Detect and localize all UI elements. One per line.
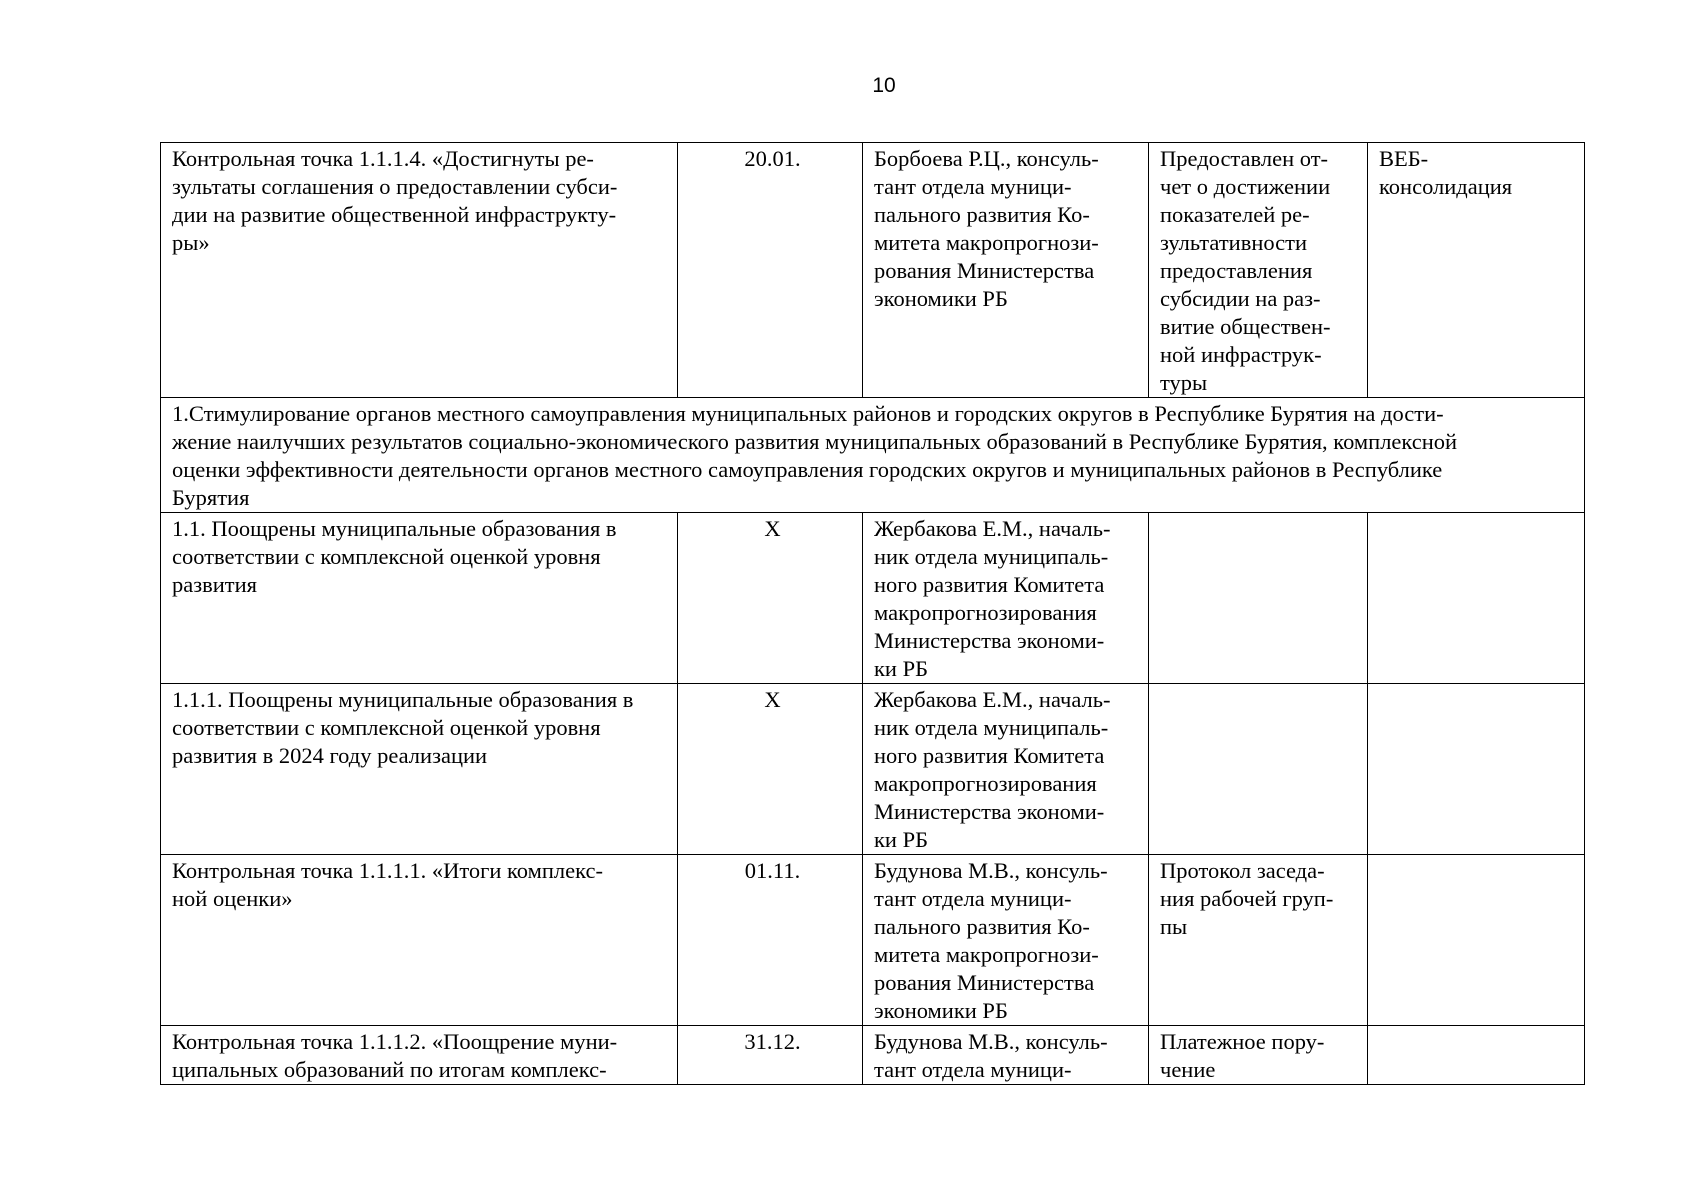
date-cell: 20.01. — [678, 143, 863, 398]
result-line: туры — [1160, 370, 1208, 395]
date-cell: 31.12. — [678, 1026, 863, 1085]
responsible-line: макропрогнозирования — [874, 600, 1097, 625]
result-cell — [1149, 143, 1368, 398]
responsible-line: тант отдела муници- — [874, 886, 1072, 911]
responsible-line: митета макропрогнози- — [874, 942, 1099, 967]
title-line: соответствии с комплексной оценкой уровня — [172, 544, 601, 569]
system-cell — [1368, 1026, 1585, 1085]
responsible-line: пального развития Ко- — [874, 202, 1090, 227]
responsible-cell — [863, 143, 1149, 398]
title-cell — [161, 855, 678, 1026]
responsible-line: ки РБ — [874, 827, 929, 852]
responsible-line: экономики РБ — [874, 998, 1008, 1023]
table-row — [161, 143, 1585, 398]
title-line: 1.1.1. Поощрены муниципальные образования в — [172, 687, 634, 712]
responsible-line: митета макропрогнози- — [874, 230, 1099, 255]
responsible-line: ного развития Комитета — [874, 743, 1105, 768]
system-cell — [1368, 684, 1585, 855]
system-line: ВЕБ- — [1379, 146, 1429, 171]
result-cell — [1149, 684, 1368, 855]
date-cell: Х — [678, 513, 863, 684]
result-cell — [1149, 855, 1368, 1026]
result-line: пы — [1160, 914, 1188, 939]
date-cell: Х — [678, 684, 863, 855]
result-line: чет о достижении — [1160, 174, 1331, 199]
section-heading-line: оценки эффективности деятельности органов местного самоуправления городских округов и муниципальных районов в Республике — [172, 457, 1443, 482]
responsible-line: Будунова М.В., консуль- — [874, 858, 1108, 883]
title-line: развития в 2024 году реализации — [172, 743, 488, 768]
date-cell: 01.11. — [678, 855, 863, 1026]
result-line: чение — [1160, 1057, 1216, 1082]
responsible-line: Жербакова Е.М., началь- — [874, 516, 1111, 541]
responsible-line: ник отдела муниципаль- — [874, 715, 1109, 740]
title-cell — [161, 1026, 678, 1085]
section-heading-line: Бурятия — [172, 485, 250, 510]
responsible-cell — [863, 855, 1149, 1026]
result-line: Платежное пору- — [1160, 1029, 1325, 1054]
result-cell — [1149, 1026, 1368, 1085]
table-row — [161, 684, 1585, 855]
responsible-line: Борбоева Р.Ц., консуль- — [874, 146, 1099, 171]
title-line: Контрольная точка 1.1.1.1. «Итоги комплекс- — [172, 858, 603, 883]
result-line: Предоставлен от- — [1160, 146, 1329, 171]
responsible-line: Министерства экономи- — [874, 628, 1105, 653]
section-heading-cell — [161, 398, 1585, 513]
responsible-line: ки РБ — [874, 656, 929, 681]
result-line: ния рабочей груп- — [1160, 886, 1334, 911]
responsible-line: рования Министерства — [874, 970, 1095, 995]
system-cell — [1368, 513, 1585, 684]
title-line: ципальных образований по итогам комплекс- — [172, 1057, 607, 1082]
section-heading-line: жение наилучших результатов социально-экономического развития муниципальных образований в Республике Бурятия, комплексной — [172, 429, 1458, 454]
responsible-line: Жербакова Е.М., началь- — [874, 687, 1111, 712]
responsible-line: ник отдела муниципаль- — [874, 544, 1109, 569]
title-line: дии на развитие общественной инфраструкту- — [172, 202, 617, 227]
title-line: Контрольная точка 1.1.1.2. «Поощрение муни- — [172, 1029, 618, 1054]
result-line: субсидии на раз- — [1160, 286, 1321, 311]
page-number: 10 — [872, 74, 896, 97]
responsible-line: Будунова М.В., консуль- — [874, 1029, 1108, 1054]
section-row — [161, 398, 1585, 513]
title-line: ной оценки» — [172, 886, 293, 911]
result-line: зультативности — [1160, 230, 1308, 255]
responsible-line: тант отдела муници- — [874, 174, 1072, 199]
plan-table — [160, 142, 1585, 1085]
responsible-line: макропрогнозирования — [874, 771, 1097, 796]
system-line: консолидация — [1379, 174, 1513, 199]
result-line: ной инфраструк- — [1160, 342, 1322, 367]
title-line: ры» — [172, 230, 210, 255]
title-cell — [161, 513, 678, 684]
result-cell — [1149, 513, 1368, 684]
responsible-line: экономики РБ — [874, 286, 1008, 311]
title-cell — [161, 684, 678, 855]
responsible-line: Министерства экономи- — [874, 799, 1105, 824]
title-line: 1.1. Поощрены муниципальные образования в — [172, 516, 617, 541]
title-cell — [161, 143, 678, 398]
result-line: показателей ре- — [1160, 202, 1310, 227]
responsible-cell — [863, 1026, 1149, 1085]
table-row — [161, 513, 1585, 684]
title-line: зультаты соглашения о предоставлении субси- — [172, 174, 618, 199]
result-line: Протокол заседа- — [1160, 858, 1325, 883]
table-row — [161, 855, 1585, 1026]
title-line: развития — [172, 572, 258, 597]
responsible-line: пального развития Ко- — [874, 914, 1090, 939]
system-cell — [1368, 855, 1585, 1026]
section-heading-line: 1.Стимулирование органов местного самоуправления муниципальных районов и городских округов в Республике Бурятия на дости- — [172, 401, 1444, 426]
result-line: предоставления — [1160, 258, 1313, 283]
responsible-line: ного развития Комитета — [874, 572, 1105, 597]
title-line: Контрольная точка 1.1.1.4. «Достигнуты ре- — [172, 146, 594, 171]
title-line: соответствии с комплексной оценкой уровня — [172, 715, 601, 740]
responsible-cell — [863, 513, 1149, 684]
table-row — [161, 1026, 1585, 1085]
plan-table-body — [161, 143, 1585, 1085]
system-cell — [1368, 143, 1585, 398]
responsible-line: рования Министерства — [874, 258, 1095, 283]
responsible-line: тант отдела муници- — [874, 1057, 1072, 1082]
responsible-cell — [863, 684, 1149, 855]
result-line: витие обществен- — [1160, 314, 1331, 339]
